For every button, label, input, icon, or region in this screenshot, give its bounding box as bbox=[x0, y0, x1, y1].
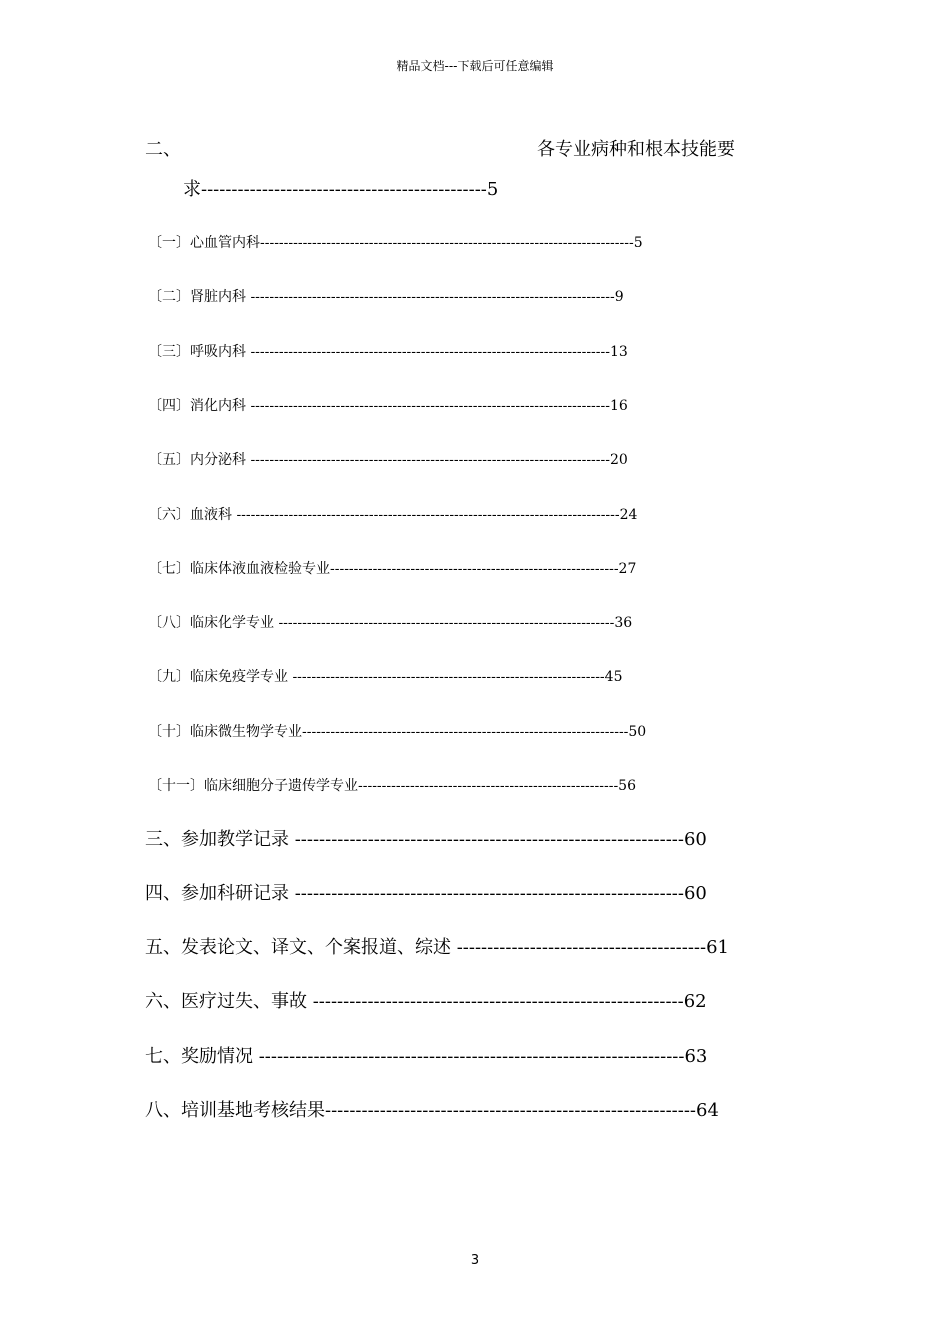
toc-sub-item-6: 〔六〕血液科 ---------------------------------------------------------------------------------24 bbox=[148, 507, 638, 523]
toc-sub-item-11: 〔十一〕临床细胞分子遗传学专业-------------------------------------------------------56 bbox=[148, 778, 636, 794]
toc-major-item-3: 三、参加教学记录 ----------------------------------------------------------------60 bbox=[145, 829, 707, 850]
toc-section-two-number: 二、 bbox=[145, 139, 181, 160]
toc-sub-item-7: 〔七〕临床体液血液检验专业-------------------------------------------------------------27 bbox=[148, 561, 637, 577]
toc-sub-item-1: 〔一〕心血管内科-------------------------------------------------------------------------------5 bbox=[148, 235, 643, 251]
toc-sub-item-9: 〔九〕临床免疫学专业 ------------------------------------------------------------------45 bbox=[148, 669, 623, 685]
toc-sub-item-5: 〔五〕内分泌科 ----------------------------------------------------------------------------20 bbox=[148, 452, 628, 468]
toc-sub-item-10: 〔十〕临床微生物学专业---------------------------------------------------------------------50 bbox=[148, 724, 647, 740]
toc-major-item-4: 四、参加科研记录 ----------------------------------------------------------------60 bbox=[145, 883, 707, 904]
page-header: 精品文档---下载后可任意编辑 bbox=[396, 59, 554, 73]
toc-sub-item-2: 〔二〕肾脏内科 -----------------------------------------------------------------------------9 bbox=[148, 289, 624, 305]
toc-sub-item-3: 〔三〕呼吸内科 ----------------------------------------------------------------------------13 bbox=[148, 344, 628, 360]
toc-section-two-title: 各专业病种和根本技能要 bbox=[537, 139, 735, 160]
toc-major-item-5: 五、发表论文、译文、个案报道、综述 -----------------------------------------61 bbox=[145, 937, 729, 958]
toc-major-item-6: 六、医疗过失、事故 -------------------------------------------------------------62 bbox=[145, 991, 707, 1012]
toc-sub-item-8: 〔八〕临床化学专业 -----------------------------------------------------------------------36 bbox=[148, 615, 633, 631]
toc-major-item-8: 八、培训基地考核结果-------------------------------------------------------------64 bbox=[145, 1100, 719, 1121]
toc-section-two-line2: 求-----------------------------------------------5 bbox=[183, 179, 499, 200]
toc-sub-item-4: 〔四〕消化内科 ----------------------------------------------------------------------------16 bbox=[148, 398, 628, 414]
page-number: 3 bbox=[470, 1253, 480, 1268]
toc-major-item-7: 七、奖励情况 ----------------------------------------------------------------------63 bbox=[145, 1046, 708, 1067]
